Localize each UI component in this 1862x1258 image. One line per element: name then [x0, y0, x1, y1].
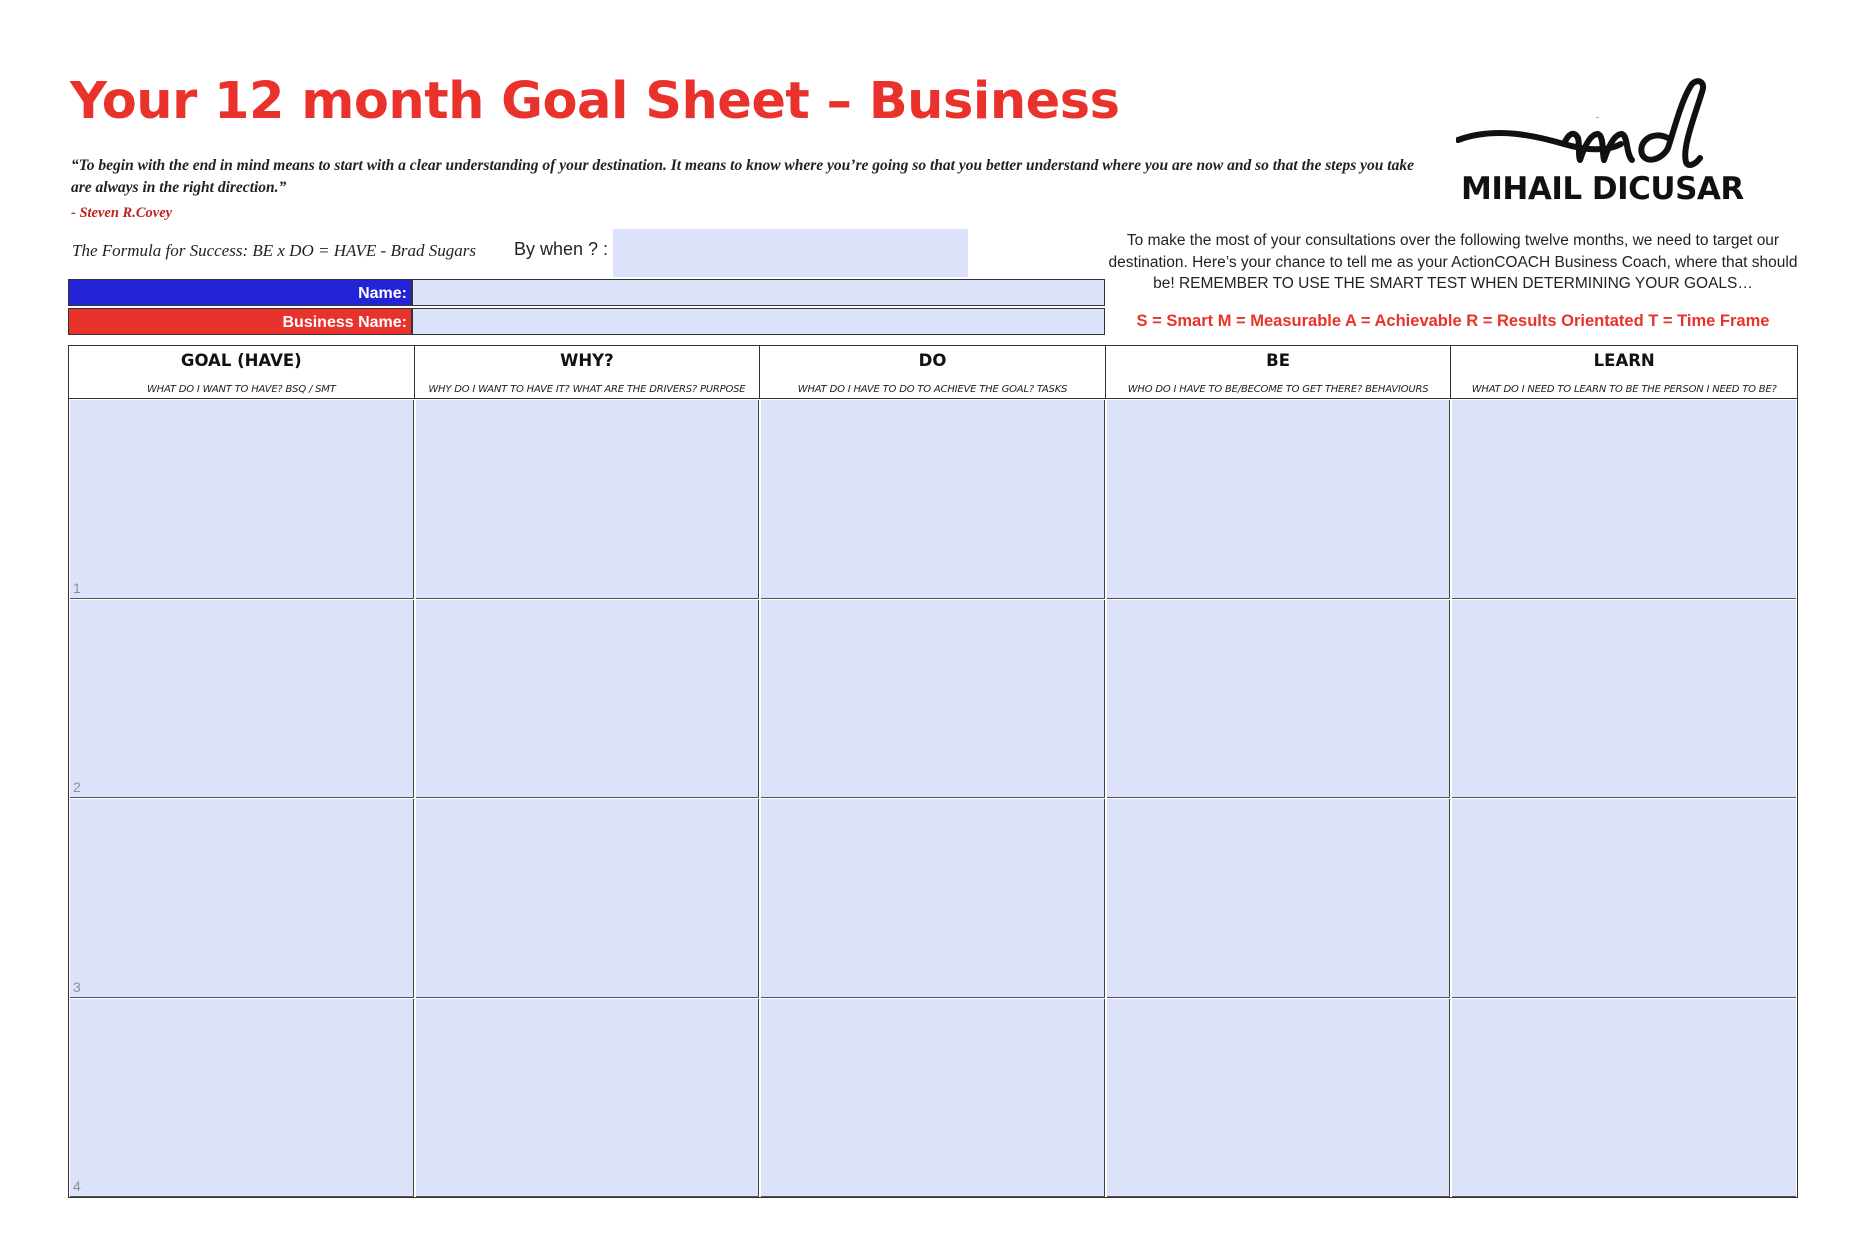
- learn-cell[interactable]: [1452, 799, 1796, 998]
- column-header-why: [415, 346, 761, 399]
- be-cell[interactable]: [1107, 400, 1451, 599]
- be-cell[interactable]: [1107, 600, 1451, 799]
- row-number: 4: [73, 1178, 81, 1194]
- column-header-learn: [1451, 346, 1797, 399]
- learn-cell[interactable]: [1452, 600, 1796, 799]
- goal-cell[interactable]: [70, 999, 414, 1198]
- learn-cell[interactable]: [1452, 999, 1796, 1198]
- intro-text: To make the most of your consultations over the following twelve months, we need to target our destination. Here’s your chance to tell me as your ActionCOACH Business Coach, where that should be! REMEMBER TO USE THE SMART TEST WHEN DETERMINING YOUR GOALS…: [1108, 232, 1798, 292]
- page-title: Your 12 month Goal Sheet – Business: [70, 72, 1120, 131]
- do-cell[interactable]: [761, 999, 1105, 1198]
- name-field[interactable]: [412, 279, 1105, 306]
- goal-cell[interactable]: [70, 400, 414, 599]
- goal-table: [68, 345, 1798, 1198]
- name-label: Name:: [68, 279, 412, 306]
- quote-author: - Steven R.Covey: [71, 205, 173, 221]
- logo-monogram-text: md: [1596, 117, 1599, 119]
- why-cell[interactable]: [416, 999, 760, 1198]
- logo-name: MIHAIL DICUSAR: [1461, 171, 1744, 207]
- column-title: BE: [1266, 351, 1291, 370]
- column-subtitle: WHAT DO I NEED TO LEARN TO BE THE PERSON I NEED TO BE?: [1471, 384, 1777, 395]
- column-subtitle: WHAT DO I HAVE TO DO TO ACHIEVE THE GOAL? TASKS: [797, 384, 1068, 395]
- column-subtitle: WHY DO I WANT TO HAVE IT? WHAT ARE THE DRIVERS? PURPOSE: [428, 384, 746, 395]
- be-cell[interactable]: [1107, 799, 1451, 998]
- do-cell[interactable]: [761, 600, 1105, 799]
- why-cell[interactable]: [416, 400, 760, 599]
- md-monogram-icon: [1456, 78, 1746, 178]
- smart-test-text: S = Smart M = Measurable A = Achievable R = Results Orientated T = Time Frame: [1136, 312, 1770, 330]
- be-cell[interactable]: [1107, 999, 1451, 1198]
- column-title: GOAL (HAVE): [180, 351, 302, 370]
- goal-cell[interactable]: [70, 600, 414, 799]
- why-cell[interactable]: [416, 600, 760, 799]
- column-header-goal: [69, 346, 415, 399]
- column-header-be: [1106, 346, 1452, 399]
- column-header-do: [760, 346, 1106, 399]
- column-title: WHY?: [560, 351, 614, 370]
- row-number: 3: [73, 978, 81, 995]
- business-name-label: Business Name:: [68, 308, 412, 335]
- column-subtitle: WHAT DO I WANT TO HAVE? BSQ / SMT: [146, 384, 336, 395]
- learn-cell[interactable]: [1452, 400, 1796, 599]
- by-when-label: By when ? :: [514, 239, 609, 259]
- success-formula: The Formula for Success: BE x DO = HAVE - Brad Sugars: [72, 241, 476, 260]
- why-cell[interactable]: [416, 799, 760, 998]
- column-title: DO: [918, 351, 947, 370]
- do-cell[interactable]: [761, 400, 1105, 599]
- column-title: LEARN: [1593, 351, 1655, 370]
- row-number: 2: [73, 779, 81, 795]
- goal-cell[interactable]: [70, 799, 414, 998]
- row-number: 1: [73, 579, 81, 596]
- business-name-field[interactable]: [412, 308, 1105, 335]
- column-subtitle: WHO DO I HAVE TO BE/BECOME TO GET THERE? BEHAVIOURS: [1127, 384, 1429, 395]
- quote-text: “To begin with the end in mind means to start with a clear understanding of your destination. It means to know where you’re going so that you better understand where you are now and so that the steps you take are always in the right direction.”: [71, 157, 1414, 196]
- do-cell[interactable]: [761, 799, 1105, 998]
- by-when-field[interactable]: [613, 229, 968, 277]
